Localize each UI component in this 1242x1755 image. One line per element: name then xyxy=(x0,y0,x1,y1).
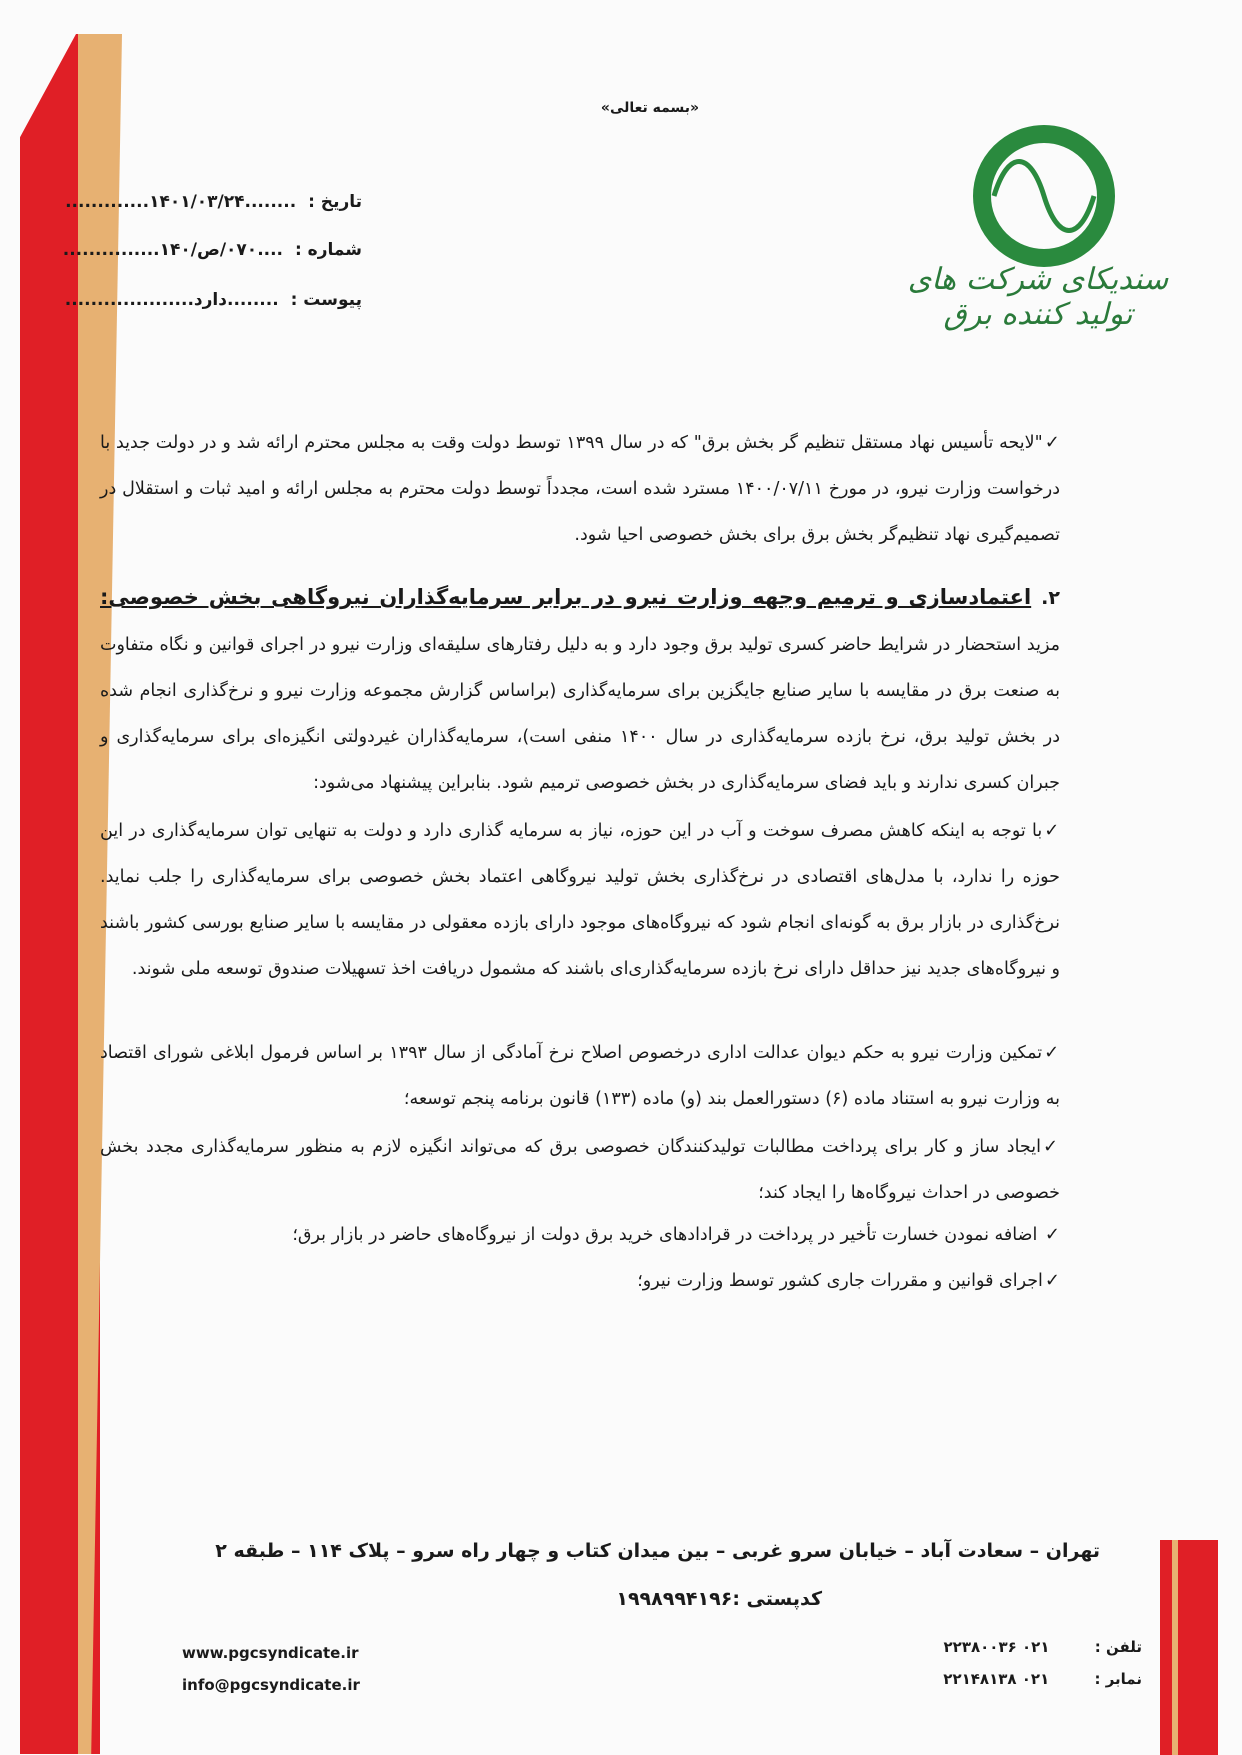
phone-value: ۰۲۱ ۲۲۳۸۰۰۳۶ xyxy=(943,1638,1050,1656)
footer-address: تهران – سعادت آباد – خیابان سرو غربی – بین میدان کتاب و چهار راه سرو – پلاک ۱۱۴ – طبقه ۲ xyxy=(215,1540,1100,1562)
red-corner-block xyxy=(1160,1540,1218,1755)
attachment-label: پیوست : xyxy=(290,290,362,310)
number-value: ....۰۷۰/ص/۱۴۰............... xyxy=(62,240,284,260)
footer-postal-code: کدپستی :۱۹۹۸۹۹۴۱۹۶ xyxy=(616,1588,822,1610)
bullet-4-text: اضافه نمودن خسارت تأخیر در پرداخت در قرادادهای خرید برق دولت از نیروگاه‌های حاضر در بازار برق؛ xyxy=(292,1225,1043,1245)
section-2-text: مزید استحضار در شرایط حاضر کسری تولید برق وجود دارد و به دلیل رفتارهای سلیقه‌ای وزارت نیرو در اجرای قوانین و نگاه متفاوت به صنعت برق در مقایسه با سایر صنایع جایگزین برای سرمایه‌گذاری (براساس گزارش مجموعه وزارت نیرو و نرخ‌گذاری انجام شده در بخش تولید برق، نرخ بازده سرمایه‌گذاری در سال ۱۴۰۰ منفی است)، سرمایه‌گذاران غیردولتی انگیزه‌ای برای سرمایه‌گذاری و جبران کسری ندارند و باید فضای سرمایه‌گذاری در بخش خصوصی ترمیم شود. بنابراین پیشنهاد می‌شود: xyxy=(100,635,1060,793)
check-icon: ✓ xyxy=(1044,1224,1060,1245)
section-2-number: ۲. xyxy=(1041,587,1060,609)
tan-corner-stripe xyxy=(1172,1540,1178,1755)
email-link[interactable]: info@pgcsyndicate.ir xyxy=(182,1676,360,1694)
bullet-2-text: تمکین وزارت نیرو به حکم دیوان عدالت اداری درخصوص اصلاح نرخ آمادگی از سال ۱۳۹۳ بر اساس فرمول ابلاغی شورای اقتصاد به وزارت نیرو به استناد ماده (۶) دستورالعمل بند (و) ماده (۱۳۳) قانون برنامه پنجم توسعه؛ xyxy=(100,1043,1060,1109)
check-icon: ✓ xyxy=(1044,432,1060,453)
section-2 xyxy=(100,574,1060,806)
date-line xyxy=(65,192,362,212)
check-icon: ✓ xyxy=(1044,1042,1060,1063)
bullet-2 xyxy=(100,1030,1060,1122)
bullet-5 xyxy=(100,1258,1060,1304)
date-value: ........۱۴۰۱/۰۳/۲۴............. xyxy=(65,192,297,212)
check-icon: ✓ xyxy=(1044,1270,1060,1291)
sine-wave-logo-icon xyxy=(968,120,1120,272)
number-line xyxy=(63,240,362,260)
attachment-line xyxy=(65,290,362,310)
bismillah-heading: «بسمه تعالی» xyxy=(600,100,700,116)
date-label: تاریخ : xyxy=(308,192,362,212)
paragraph-1-text: "لایحه تأسیس نهاد مستقل تنظیم گر بخش برق" که در سال ۱۳۹۹ توسط دولت وقت به مجلس محترم ارائه شد و در دولت جدید با درخواست وزارت نیرو، در مورخ ۱۴۰۰/۰۷/۱۱ مسترد شده است، مجدداً توسط دولت محترم به مجلس ارائه و امید ثبات و استقلال در تصمیم‌گیری نهاد تنظیم‌گر بخش برق برای بخش خصوصی احیا شود. xyxy=(100,433,1060,545)
check-icon: ✓ xyxy=(1042,1136,1060,1157)
bullet-1-text: با توجه به اینکه کاهش مصرف سوخت و آب در این حوزه، نیاز به سرمایه گذاری دارد و دولت به تنهایی توان سرمایه‌گذاری در این حوزه را ندارد، با مدل‌های اقتصادی در نرخ‌گذاری بخش تولید نیروگاهی اعتماد بخش خصوصی برای سرمایه‌گذاری را جلب نماید. نرخ‌گذاری در بازار برق به گونه‌ای انجام شود که نیروگاه‌های موجود دارای بازده معقولی در مقایسه با سایر صنایع بورسی کشور باشند و نیروگاه‌های جدید نیز حداقل دارای نرخ بازده سرمایه‌گذاری‌ای باشند که مشمول دریافت اخذ تسهیلات صندوق توسعه ملی شوند. xyxy=(100,821,1060,979)
bullet-1 xyxy=(100,808,1060,992)
check-icon: ✓ xyxy=(1044,820,1060,841)
paragraph-1 xyxy=(100,420,1060,558)
fax-value: ۰۲۱ ۲۲۱۴۸۱۳۸ xyxy=(943,1670,1050,1688)
bullet-3-text: ایجاد ساز و کار برای پرداخت مطالبات تولیدکنندگان خصوصی برق که می‌تواند انگیزه لازم به منظور سرمایه‌گذاری مجدد بخش خصوصی در احداث نیروگاه‌ها را ایجاد کند؛ xyxy=(100,1137,1060,1203)
phone-label: تلفن : xyxy=(1094,1638,1142,1656)
fax-label: نمابر : xyxy=(1094,1670,1142,1688)
fax-line xyxy=(943,1670,1142,1688)
phone-line xyxy=(944,1638,1142,1656)
bullet-5-text: اجرای قوانین و مقررات جاری کشور توسط وزارت نیرو؛ xyxy=(637,1271,1043,1291)
attachment-value: ........دارد.................... xyxy=(64,290,279,310)
logo-text: سندیکای شرکت های تولید کننده برق xyxy=(907,262,1169,332)
website-link[interactable]: www.pgcsyndicate.ir xyxy=(182,1644,359,1662)
number-label: شماره : xyxy=(294,240,362,260)
bullet-4 xyxy=(100,1212,1060,1258)
bullet-3 xyxy=(100,1124,1060,1216)
section-2-title: اعتمادسازی و ترمیم وجهه وزارت نیرو در برابر سرمایه‌گذاران نیروگاهی بخش خصوصی: xyxy=(100,585,1032,609)
